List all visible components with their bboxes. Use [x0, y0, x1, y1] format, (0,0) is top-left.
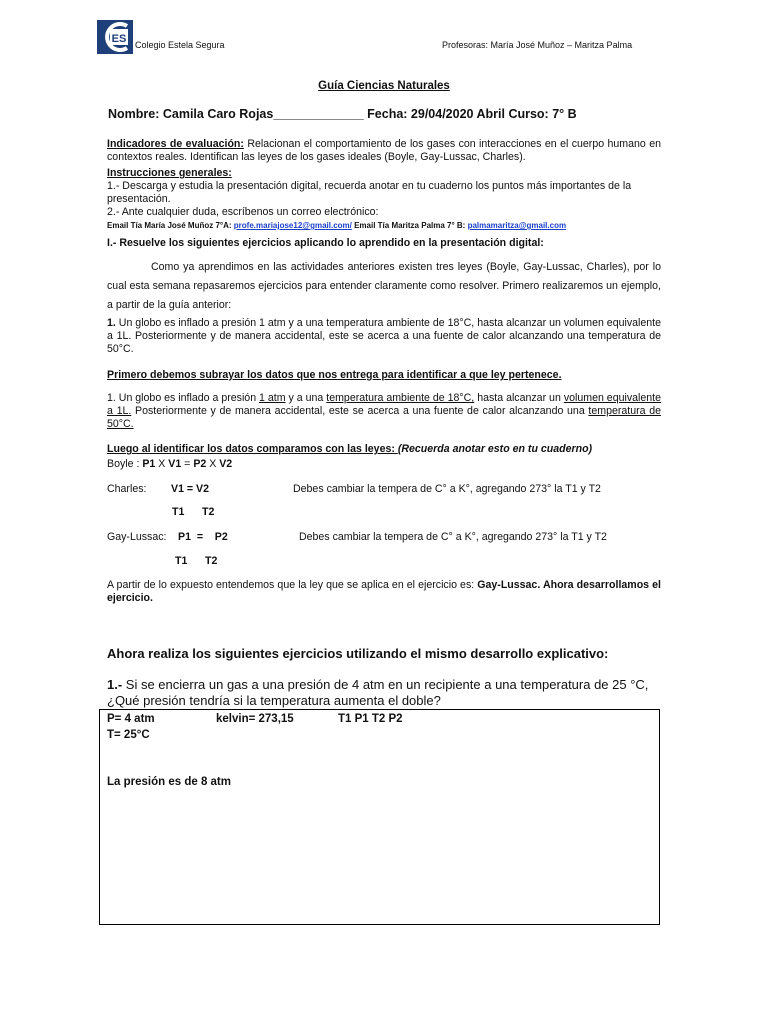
email-link-1[interactable]: profe.mariajose12@gmail.com/ [233, 221, 352, 230]
email-label-2: Email Tía Maritza Palma 7° B: [351, 221, 468, 230]
emails-line [107, 221, 667, 230]
ue-text-3: hasta alcanzar un [474, 392, 564, 404]
logo-text: ES [111, 33, 127, 45]
charles-formula-top: V1 = V2 [171, 483, 209, 495]
boyle-label: Boyle : [107, 458, 143, 470]
ue-underline-2: temperatura ambiente de 18°C, [326, 392, 475, 404]
answer-pressure: P= 4 atm [107, 713, 155, 725]
compare-note: (Recuerda anotar esto en tu cuaderno) [397, 443, 593, 455]
example-text: Un globo es inflado a presión 1 atm y a una temperatura ambiente de 18°C, hasta alcanzar un volumen equivalente a 1L. Posteriormente y de manera accidental, este se acerca a una fuente de calor alcanzando una temperatura de 50°C. [107, 317, 661, 355]
school-logo [97, 20, 133, 54]
answer-box[interactable] [99, 709, 660, 925]
example-paragraph [107, 317, 661, 356]
instrucciones-item-2: 2.- Ante cualquier duda, escríbenos un correo electrónico: [107, 206, 379, 218]
section2-title: Ahora realiza los siguientes ejercicios utilizando el mismo desarrollo explicativo: [107, 646, 609, 661]
compare-label: Luego al identificar los datos comparamos con las leyes: [107, 443, 398, 455]
boyle-eq: = [181, 458, 194, 470]
exercise-1-text: Si se encierra un gas a una presión de 4 atm en un recipiente a una temperatura de 25 °C, ¿Qué presión tendría si la temperatura aumenta el doble? [107, 677, 649, 708]
indicadores-label: Indicadores de evaluación: [107, 138, 244, 150]
exercise-1-num: 1.- [107, 677, 123, 692]
ue-text-1: 1. Un globo es inflado a presión [107, 392, 260, 404]
email-label-1: Email Tía María José Muñoz 7°A: [107, 221, 234, 230]
page-title: Guía Ciencias Naturales [318, 80, 450, 92]
teachers-name: Profesoras: María José Muñoz – Maritza Palma [442, 40, 633, 50]
boyle-line [107, 458, 661, 471]
charles-note: Debes cambiar la tempera de C° a K°, agregando 273° la T1 y T2 [293, 483, 601, 495]
gaylussac-formula-top: P1 = P2 [178, 531, 228, 543]
boyle-x1: X [155, 458, 169, 470]
boyle-p1: P1 [142, 458, 156, 470]
ue-underline-3: volumen equivalente a 1L. [107, 392, 662, 417]
indicadores-text: Relacionan el comportamiento de los gases con interacciones en el cuerpo humano en contextos reales. Identifican las leyes de los gases ideales (Boyle, Gay-Lussac, Charles). [107, 138, 661, 163]
example-num: 1. [107, 317, 116, 329]
section1-title: I.- Resuelve los siguientes ejercicios aplicando lo aprendido en la presentación digital: [107, 237, 544, 249]
boyle-v2: V2 [219, 458, 233, 470]
charles-label: Charles: [107, 483, 147, 495]
instrucciones-item-1: 1.- Descarga y estudia la presentación digital, recuerda anotar en tu cuaderno los puntos más importantes de la presentación. [107, 180, 632, 205]
gaylussac-formula-bottom: T1 T2 [175, 555, 218, 567]
instrucciones [107, 167, 661, 219]
compare-line [107, 443, 661, 456]
email-link-2[interactable]: palmamaritza@gmail.com [467, 221, 567, 230]
ue-underline-1: 1 atm [259, 392, 286, 404]
boyle-p2: P2 [193, 458, 207, 470]
answer-kelvin: kelvin= 273,15 [216, 713, 294, 725]
conclusion [107, 579, 661, 605]
ue-text-4: Posteriormente y de manera accidental, este se acerca a una fuente de calor alcanzando una [131, 405, 589, 417]
conclusion-bold: Gay-Lussac. Ahora desarrollamos el ejercicio. [107, 579, 661, 604]
boyle-x2: X [206, 458, 220, 470]
ue-underline-4: temperatura de 50°C. [107, 405, 661, 430]
gaylussac-note: Debes cambiar la tempera de C° a K°, agregando 273° la T1 y T2 [299, 531, 607, 543]
student-line: Nombre: Camila Caro Rojas_____________ Fecha: 29/04/2020 Abril Curso: 7° B [108, 107, 577, 121]
conclusion-text: A partir de lo expuesto entendemos que la ley que se aplica en el ejercicio es: [107, 579, 478, 591]
gaylussac-label: Gay-Lussac: [107, 531, 167, 543]
exercise-1 [107, 677, 667, 709]
answer-result: La presión es de 8 atm [107, 776, 231, 788]
intro-paragraph: Como ya aprendimos en las actividades anteriores existen tres leyes (Boyle, Gay-Lussac, Charles), por lo cual esta semana repasaremos ejercicios para entender claramente como resolver. Primero realizaremos un ejemplo, a partir de la guía anterior: [107, 261, 661, 311]
school-name: Colegio Estela Segura [135, 40, 225, 50]
answer-variables: T1 P1 T2 P2 [338, 713, 403, 725]
answer-temperature: T= 25°C [107, 729, 150, 741]
ue-text-2: y a una [285, 392, 327, 404]
indicadores [107, 138, 661, 164]
underline-instruction: Primero debemos subrayar los datos que nos entrega para identificar a que ley pertenece. [107, 369, 562, 381]
charles-formula-bottom: T1 T2 [172, 506, 215, 518]
instrucciones-label: Instrucciones generales: [107, 167, 232, 179]
boyle-v1: V1 [168, 458, 182, 470]
underlined-example [107, 392, 661, 431]
